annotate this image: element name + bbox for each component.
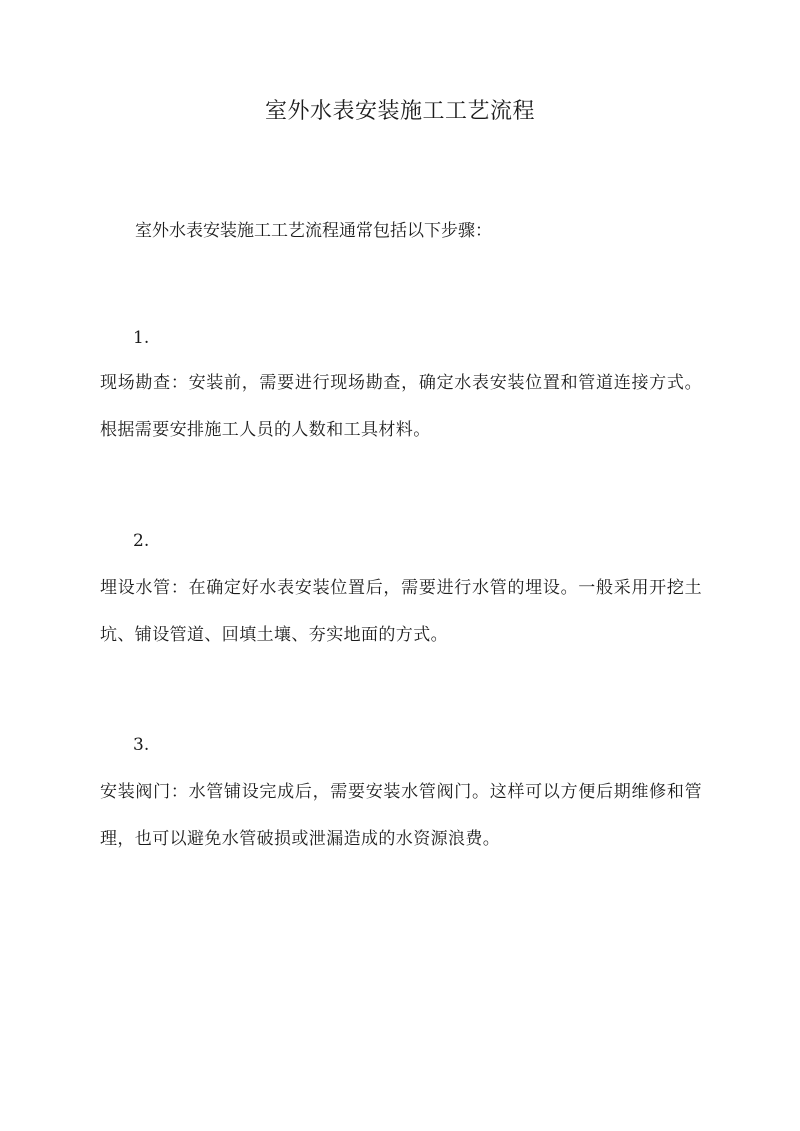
intro-paragraph: 室外水表安装施工工艺流程通常包括以下步骤： [135,221,492,241]
step-number-1: 1. [133,328,150,348]
step-number-2: 2. [133,531,150,551]
document-title: 室外水表安装施工工艺流程 [264,99,535,124]
step-text-2: 埋设水管：在确定好水表安装位置后，需要进行水管的埋设。一般采用开挖土坑、铺设管道、回填土壤、夯实地面的方式。 [100,578,702,645]
step-number-3: 3. [133,735,150,755]
step-text-3: 安装阀门：水管铺设完成后，需要安装水管阀门。这样可以方便后期维修和管理，也可以避免水管破损或泄漏造成的水资源浪费。 [100,782,702,849]
step-text-1: 现场勘查：安装前，需要进行现场勘查，确定水表安装位置和管道连接方式。根据需要安排施工人员的人数和工具材料。 [100,373,702,440]
